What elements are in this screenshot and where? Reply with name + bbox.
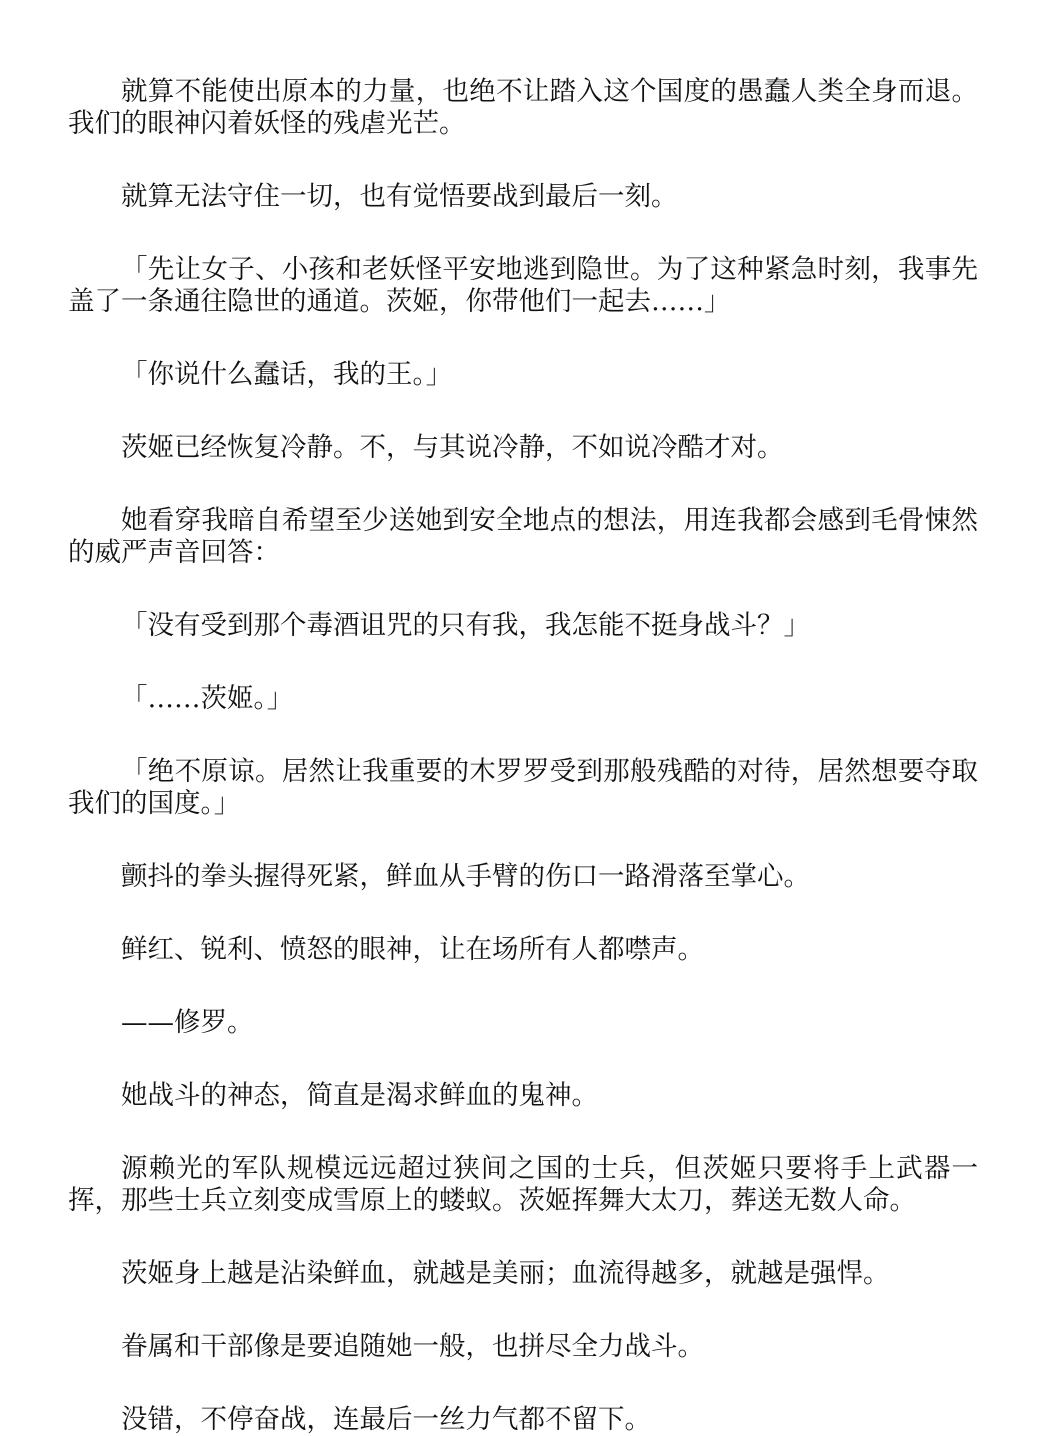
paragraph: 眷属和干部像是要追随她一般，也拼尽全力战斗。 [121, 1331, 704, 1362]
paragraph: 「先让女子、小孩和老妖怪平安地逃到隐世。为了这种紧急时刻，我事先盖了一条通往隐世的通道。茨姬，你带他们一起去……」 [68, 254, 978, 317]
paragraph: 鲜红、锐利、愤怒的眼神，让在场所有人都噤声。 [121, 934, 704, 965]
paragraph: 就算无法守住一切，也有觉悟要战到最后一刻。 [121, 181, 678, 212]
document-page [68, 76, 978, 1436]
paragraph: 茨姬身上越是沾染鲜血，就越是美丽；血流得越多，就越是强悍。 [121, 1258, 890, 1289]
paragraph: 源赖光的军队规模远远超过狭间之国的士兵，但茨姬只要将手上武器一挥，那些士兵立刻变成雪原上的蝼蚁。茨姬挥舞大太刀，葬送无数人命。 [68, 1153, 978, 1216]
paragraph: 「你说什么蠢话，我的王。」 [121, 359, 453, 390]
paragraph: 没错，不停奋战，连最后一丝力气都不留下。 [121, 1404, 651, 1435]
paragraph: 「……茨姬。」 [121, 683, 294, 714]
paragraph: 「绝不原谅。居然让我重要的木罗罗受到那般残酷的对待，居然想要夺取我们的国度。」 [68, 756, 978, 819]
paragraph: 颤抖的拳头握得死紧，鲜血从手臂的伤口一路滑落至掌心。 [121, 861, 810, 892]
paragraph: ——修罗。 [121, 1007, 254, 1038]
paragraph: 茨姬已经恢复冷静。不，与其说冷静，不如说冷酷才对。 [121, 432, 784, 463]
paragraph: 「没有受到那个毒酒诅咒的只有我，我怎能不挺身战斗？」 [121, 610, 810, 641]
paragraph: 就算不能使出原本的力量，也绝不让踏入这个国度的愚蠢人类全身而退。我们的眼神闪着妖怪的残虐光芒。 [68, 76, 978, 139]
paragraph: 她战斗的神态，简直是渴求鲜血的鬼神。 [121, 1080, 598, 1111]
paragraph: 她看穿我暗自希望至少送她到安全地点的想法，用连我都会感到毛骨悚然的威严声音回答： [68, 505, 978, 568]
